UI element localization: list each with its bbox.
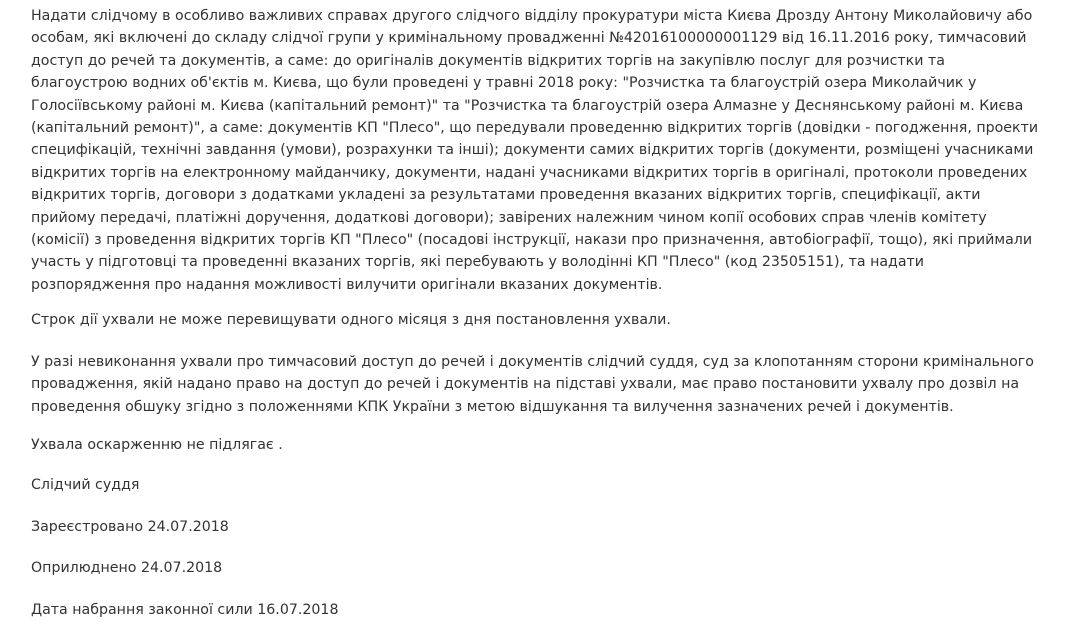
registered-date: Зареєстровано 24.07.2018 (31, 518, 229, 535)
document-body (31, 5, 1041, 621)
ruling-noncompliance-paragraph: У разі невиконання ухвали про тимчасовий доступ до речей і документів слідчий суддя, суд за клопотанням сторони кримінального провадження, якій надано право на доступ до речей і документів на підставі ухвали, має право постановити ухвалу про дозвіл на проведення обшуку згідно з положеннями КПК України з метою відшукання та вилучення зазначених речей і документів. (31, 353, 1034, 415)
judge-signature-label: Слідчий суддя (31, 477, 140, 494)
published-date: Оприлюднено 24.07.2018 (31, 560, 223, 577)
ruling-term-paragraph: Строк дії ухвали не може перевищувати одного місяця з дня постановлення ухвали. (31, 312, 671, 329)
effective-date: Дата набрання законної сили 16.07.2018 (31, 601, 339, 618)
ruling-appeal-paragraph: Ухвала оскарженню не підлягає . (31, 436, 283, 453)
ruling-main-paragraph: Надати слідчому в особливо важливих справах другого слідчого відділу прокуратури міста Києва Дрозду Антону Миколайовичу або особам, які включені до складу слідчої групи у кримінальному провадженні №42016100000001129 від 16.11.2016 року, тимчасовий доступ до речей та документів, а саме: до оригіналів документів відкритих торгів на закупівлю послуг для розчистки та благоустрою водних об'єктів м. Києва, що були проведені у травні 2018 року: "Розчистка та благоустрій озера Миколайчик у Голосіївському районі м. Києва (капітальний ремонт)" та "Розчистка та благоустрій озера Алмазне у Деснянському районі м. Києва (капітальний ремонт)", а саме: документів КП "Плесо", що передували проведенню відкритих торгів (довідки - погодження, проекти специфікацій, технічні завдання (умови), розрахунки та інші); документи самих відкритих торгів (документи, розміщені учасниками відкритих торгів на електронному майданчику, документи, надані учасниками відкритих торгів в оригіналі, протоколи проведених відкритих торгів, договори з додатками укладені за результатами проведення вказаних відкритих торгів, специфікації, акти прийому передачі, платіжні доручення, додаткові договори); завірених належним чином копії особових справ членів комітету (комісії) з проведення відкритих торгів КП "Плесо" (посадові інструкції, накази про призначення, автобіографії, тощо), які приймали участь у підготовці та проведенні вказаних торгів, які перебувають у володінні КП "Плесо" (код 23505151), та надати розпорядження про надання можливості вилучити оригінали вказаних документів. (31, 8, 1039, 293)
